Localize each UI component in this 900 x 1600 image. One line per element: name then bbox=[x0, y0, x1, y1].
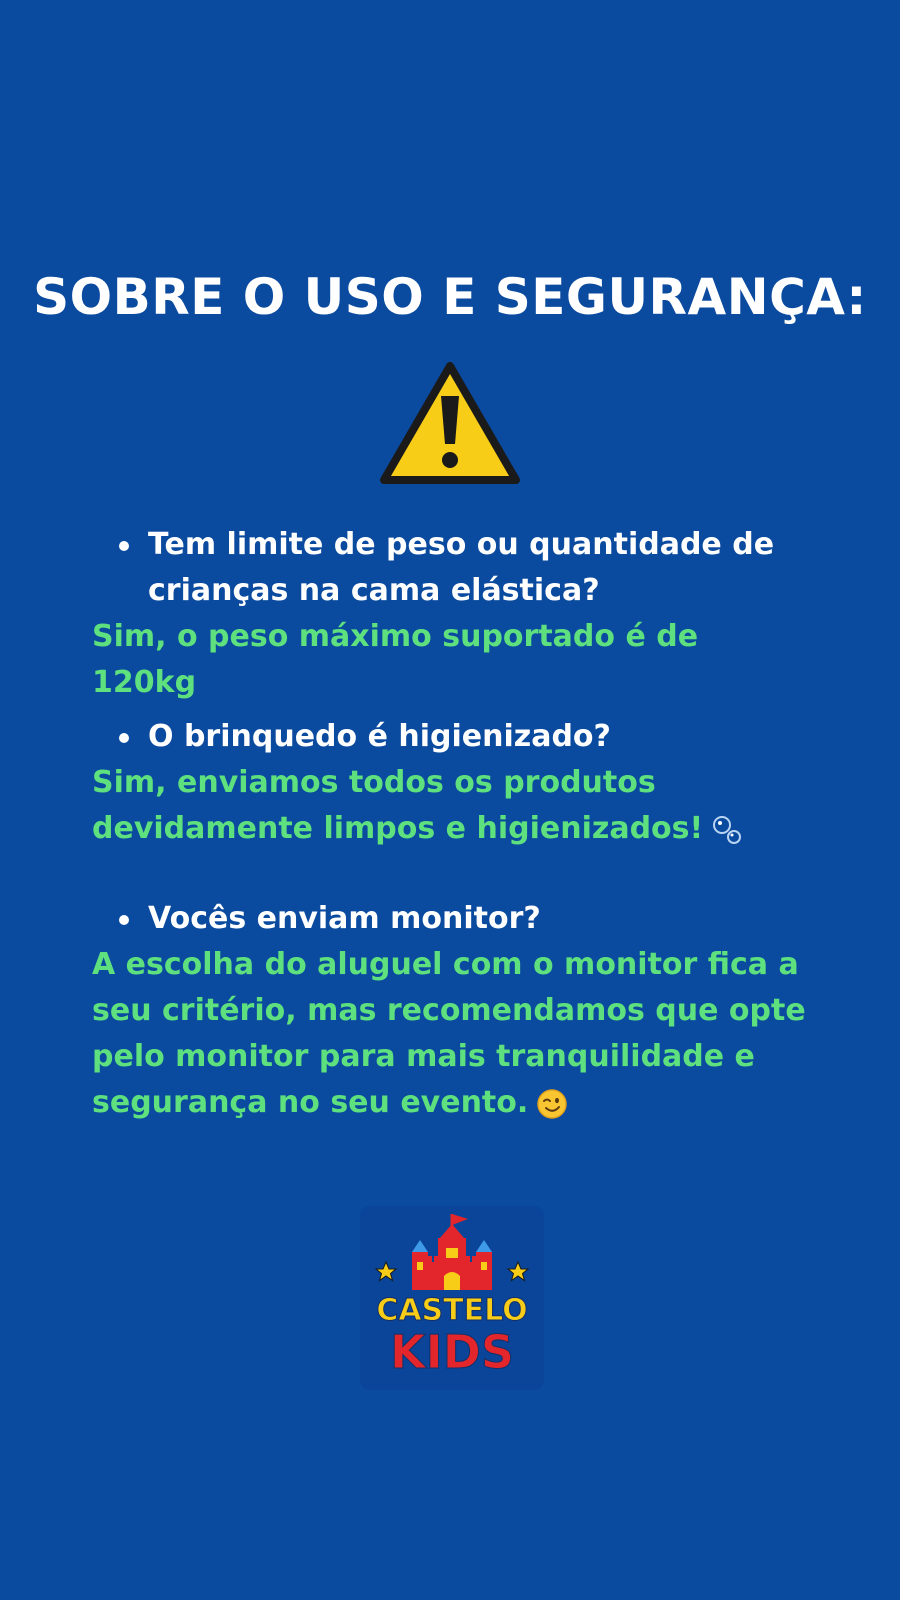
faq-item-hygiene bbox=[92, 714, 812, 852]
winking-face-icon bbox=[536, 1088, 568, 1120]
logo-text-kids: KIDS bbox=[389, 1325, 515, 1379]
bullet-icon bbox=[119, 733, 129, 743]
question-text: O brinquedo é higienizado? bbox=[148, 719, 611, 754]
bubbles-icon bbox=[711, 814, 743, 846]
faq-answer: Sim, o peso máximo suportado é de 120kg bbox=[92, 619, 699, 700]
faq-answer bbox=[92, 760, 812, 852]
question-text: Tem limite de peso ou quantidade de crianças na cama elástica? bbox=[148, 527, 775, 608]
bullet-icon bbox=[119, 915, 129, 925]
faq-question bbox=[92, 522, 812, 614]
answer-text: Sim, enviamos todos os produtos devidamente limpos e higienizados! bbox=[92, 765, 704, 846]
warning-sign-icon bbox=[378, 360, 522, 488]
question-text: Vocês enviam monitor? bbox=[148, 901, 541, 936]
faq-question bbox=[92, 714, 812, 760]
logo-text-castelo: CASTELO bbox=[376, 1293, 528, 1328]
faq-item-monitor bbox=[92, 896, 812, 1126]
faq-item-weight-limit bbox=[92, 522, 812, 706]
faq-question bbox=[92, 896, 812, 942]
answer-text: A escolha do aluguel com o monitor fica a seu critério, mas recomendamos que opte pelo monitor para mais tranquilidade e segurança no seu evento. bbox=[92, 947, 806, 1120]
page-title: SOBRE O USO E SEGURANÇA: bbox=[33, 268, 867, 326]
faq-answer bbox=[92, 942, 812, 1126]
bullet-icon bbox=[119, 541, 129, 551]
castelo-kids-logo bbox=[360, 1206, 544, 1390]
